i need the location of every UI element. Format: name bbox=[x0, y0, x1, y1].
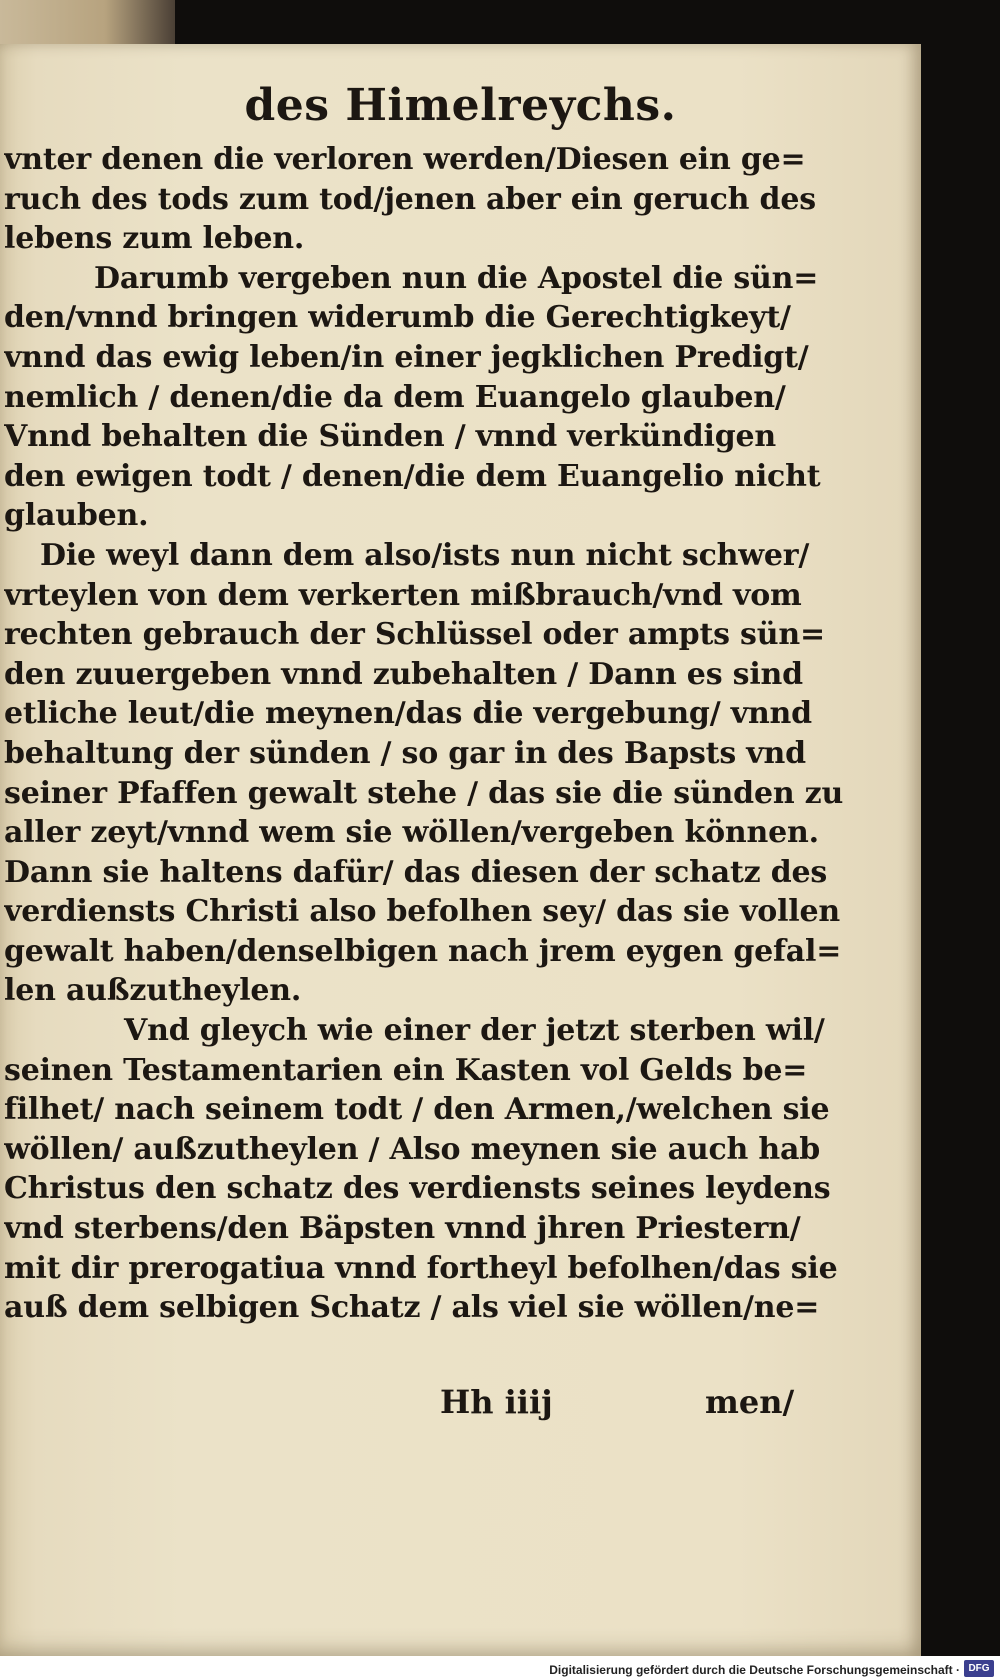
text-line: len außzutheylen. bbox=[4, 973, 302, 1009]
text-line: Christus den schatz des verdiensts seines leydens bbox=[4, 1171, 831, 1207]
text-line: seinen Testamentarien ein Kasten vol Gelds be= bbox=[4, 1052, 808, 1088]
text-line: auß dem selbigen Schatz / als viel sie wöllen/ne= bbox=[4, 1290, 820, 1326]
running-header: des Himelreychs. bbox=[244, 80, 677, 131]
text-line: den/vnnd bringen widerumb die Gerechtigkeyt/ bbox=[4, 300, 791, 336]
text-line: wöllen/ außzutheylen / Also meynen sie auch hab bbox=[4, 1131, 820, 1167]
text-line: vnnd das ewig leben/in einer jegklichen Predigt/ bbox=[4, 339, 809, 375]
text-line: Dann sie haltens dafür/ das diesen der schatz des bbox=[4, 854, 828, 890]
text-line: glauben. bbox=[4, 498, 149, 534]
text-line: gewalt haben/denselbigen nach jrem eygen gefal= bbox=[4, 933, 842, 969]
funding-credit: Digitalisierung gefördert durch die Deutsche Forschungsgemeinschaft · bbox=[549, 1663, 960, 1677]
text-line: nemlich / denen/die da dem Euangelo glauben/ bbox=[4, 379, 786, 415]
text-line: seiner Pfaffen gewalt stehe / das sie die sünden zu bbox=[4, 775, 844, 811]
catchword: men/ bbox=[705, 1383, 795, 1421]
text-line: vnter denen die verloren werden/Diesen ein ge= bbox=[4, 142, 806, 177]
text-block bbox=[4, 140, 914, 1328]
text-line: vrteylen von dem verkerten mißbrauch/vnd vom bbox=[4, 577, 802, 613]
text-line: Darumb vergeben nun die Apostel die sün= bbox=[94, 260, 819, 296]
text-line: Die weyl dann dem also/ists nun nicht schwer/ bbox=[40, 537, 810, 573]
text-line: verdiensts Christi also befolhen sey/ das sie vollen bbox=[4, 894, 840, 930]
text-line: Vnnd behalten die Sünden / vnnd verkündigen bbox=[4, 419, 777, 455]
text-line: aller zeyt/vnnd wem sie wöllen/vergeben können. bbox=[4, 815, 819, 851]
text-line: mit dir prerogatiua vnnd fortheyl befolhen/das sie bbox=[4, 1250, 838, 1286]
text-line: Vnd gleych wie einer der jetzt sterben wil/ bbox=[124, 1013, 825, 1049]
text-line: vnd sterbens/den Bäpsten vnnd jhren Priestern/ bbox=[4, 1211, 801, 1247]
dfg-logo: DFG bbox=[964, 1660, 994, 1677]
digitization-footer bbox=[0, 1656, 1000, 1680]
signature-mark: Hh iiij bbox=[440, 1383, 553, 1421]
text-line: den zuuergeben vnnd zubehalten / Dann es sind bbox=[4, 656, 803, 692]
text-line: behaltung der sünden / so gar in des Bapsts vnd bbox=[4, 735, 806, 771]
text-line: den ewigen todt / denen/die dem Euangelio nicht bbox=[4, 458, 821, 494]
book-page bbox=[0, 44, 921, 1656]
text-line: ruch des tods zum tod/jenen aber ein geruch des bbox=[4, 181, 816, 217]
text-line: lebens zum leben. bbox=[4, 221, 305, 257]
text-line: etliche leut/die meynen/das die vergebung/ vnnd bbox=[4, 696, 812, 732]
text-line: rechten gebrauch der Schlüssel oder ampts sün= bbox=[4, 617, 825, 653]
text-line: filhet/ nach seinem todt / den Armen,/welchen sie bbox=[4, 1092, 830, 1128]
